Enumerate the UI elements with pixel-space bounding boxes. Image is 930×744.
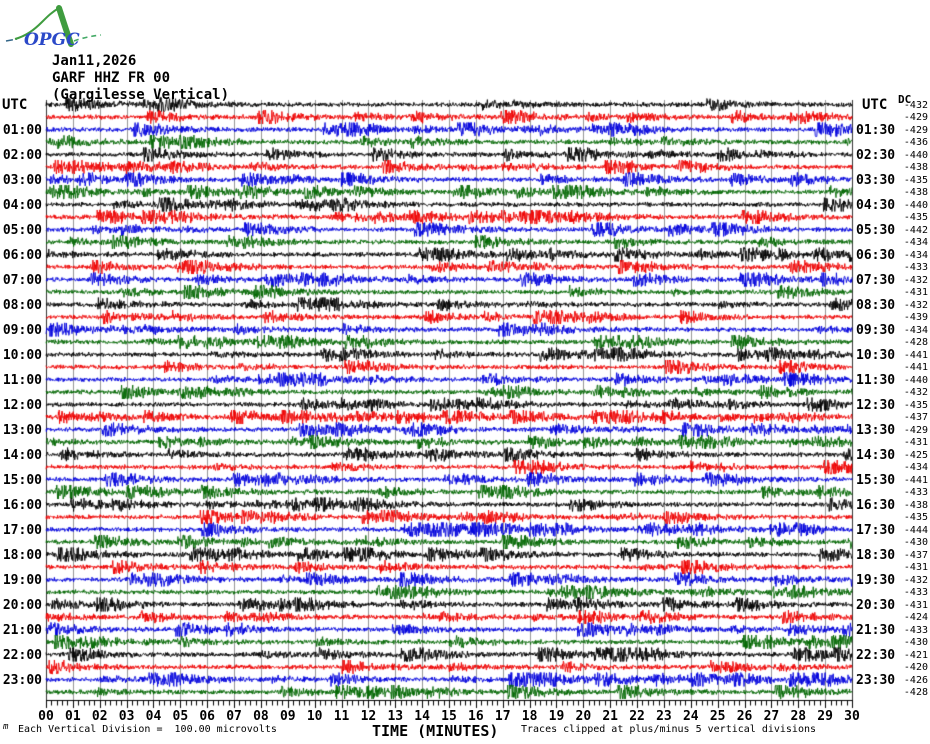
minute-label: 11 <box>333 709 350 724</box>
dc-value: -436 <box>903 137 928 148</box>
minute-label: 07 <box>226 709 242 724</box>
minute-label: 16 <box>468 709 484 724</box>
dc-value: -428 <box>903 687 928 698</box>
minute-label: 10 <box>306 709 323 724</box>
dc-value: -434 <box>903 462 928 473</box>
dc-value: -434 <box>903 237 928 248</box>
dc-value: -432 <box>903 387 928 398</box>
hour-label-left: 18:00 <box>2 547 42 563</box>
minute-label: 18 <box>521 709 538 724</box>
minute-label: 04 <box>145 709 162 724</box>
dc-value: -435 <box>903 399 928 411</box>
hour-label-left: 08:00 <box>2 297 42 313</box>
hour-label-right: 18:30 <box>856 547 896 563</box>
minute-label: 01 <box>65 709 81 724</box>
minute-label: 25 <box>709 709 726 724</box>
minute-label: 24 <box>682 709 699 724</box>
minute-label: 26 <box>736 709 753 724</box>
dc-value: -429 <box>903 124 928 136</box>
hour-label-right: 01:30 <box>856 122 896 138</box>
minute-label: 00 <box>38 709 54 724</box>
dc-value: -429 <box>903 112 928 123</box>
dc-value: -431 <box>903 437 928 448</box>
hour-label-left: 05:00 <box>2 222 42 238</box>
hour-label-left: 16:00 <box>2 497 42 513</box>
hour-label-right: 04:30 <box>856 197 896 213</box>
hour-label-left: 19:00 <box>2 572 42 588</box>
dc-value: -432 <box>903 299 928 311</box>
hour-label-left: 09:00 <box>2 322 42 338</box>
dc-value: -439 <box>903 312 928 323</box>
time-axis-title: TIME (MINUTES) <box>372 722 499 740</box>
dc-value: -434 <box>903 249 928 261</box>
hour-label-left: 03:00 <box>2 172 42 188</box>
hour-label-left: 17:00 <box>2 522 42 538</box>
utc-left-header: UTC <box>2 97 28 113</box>
minute-label: 02 <box>91 709 108 724</box>
minute-label: 15 <box>441 709 457 724</box>
dc-value: -431 <box>903 287 928 298</box>
dc-value: -442 <box>903 224 928 236</box>
dc-value: -435 <box>903 212 928 223</box>
minute-label: 17 <box>494 709 511 724</box>
dc-value: -435 <box>903 174 928 186</box>
dc-value: -437 <box>903 412 928 423</box>
hour-label-right: 12:30 <box>856 397 896 413</box>
utc-right-header: UTC <box>862 97 888 113</box>
hour-label-left: 11:00 <box>2 372 42 388</box>
clip-note: Traces clipped at plus/minus 5 vertical divisions <box>521 724 817 735</box>
dc-value: -433 <box>903 624 928 636</box>
hour-label-right: 02:30 <box>856 147 896 163</box>
dc-value: -438 <box>903 162 928 173</box>
dc-value: -432 <box>903 574 928 586</box>
logo-text: OPGC <box>24 30 80 50</box>
minute-label: 22 <box>629 709 645 724</box>
hour-label-left: 01:00 <box>2 122 42 138</box>
dc-value: -440 <box>903 374 928 386</box>
dc-value: -431 <box>903 599 928 611</box>
dc-value: -441 <box>903 349 928 361</box>
hour-label-right: 08:30 <box>856 297 896 313</box>
station-title: GARF HHZ FR 00 <box>52 70 171 86</box>
dc-value: -440 <box>903 149 928 161</box>
hour-label-right: 20:30 <box>856 597 896 613</box>
minute-label: 27 <box>763 709 780 724</box>
hour-label-right: 03:30 <box>856 172 896 188</box>
dc-value: -440 <box>903 199 928 211</box>
dc-value: -426 <box>903 674 928 686</box>
minute-label: 09 <box>279 709 296 724</box>
hour-label-left: 20:00 <box>2 597 42 613</box>
dc-value: -432 <box>903 99 928 111</box>
minute-label: 12 <box>360 709 377 724</box>
dc-value: -438 <box>903 499 928 511</box>
dc-value: -428 <box>903 337 928 348</box>
hour-label-right: 06:30 <box>856 247 896 263</box>
hour-label-right: 11:30 <box>856 372 896 388</box>
hour-label-right: 07:30 <box>856 272 896 288</box>
hour-label-left: 04:00 <box>2 197 42 213</box>
location-title: (Gargilesse Vertical) <box>52 87 230 103</box>
minute-label: 28 <box>790 709 807 724</box>
title-block <box>52 53 229 104</box>
dc-value: -435 <box>903 512 928 523</box>
hour-label-left: 02:00 <box>2 147 42 163</box>
dc-value: -421 <box>903 649 928 661</box>
dc-value: -431 <box>903 562 928 573</box>
dc-value: -425 <box>903 449 928 461</box>
hour-label-left: 21:00 <box>2 622 42 638</box>
hour-label-left: 13:00 <box>2 422 42 438</box>
dc-value: -433 <box>903 587 928 598</box>
minute-label: 05 <box>172 709 189 724</box>
hour-label-right: 09:30 <box>856 322 896 338</box>
hour-label-right: 13:30 <box>856 422 896 438</box>
hour-label-left: 12:00 <box>2 397 42 413</box>
hour-label-left: 15:00 <box>2 472 42 488</box>
dc-value: -434 <box>903 324 928 336</box>
minute-label: 06 <box>199 709 216 724</box>
minute-label: 23 <box>656 709 672 724</box>
minute-label: 20 <box>575 709 592 724</box>
dc-value: -430 <box>903 637 928 648</box>
hour-label-right: 19:30 <box>856 572 896 588</box>
dc-value: -433 <box>903 262 928 273</box>
dc-value: -441 <box>903 474 928 486</box>
dc-value: -420 <box>903 662 928 673</box>
hour-label-right: 22:30 <box>856 647 896 663</box>
hour-label-right: 14:30 <box>856 447 896 463</box>
dc-value: -430 <box>903 537 928 548</box>
dc-header: DC <box>898 93 912 106</box>
hour-label-right: 15:30 <box>856 472 896 488</box>
hour-label-left: 22:00 <box>2 647 42 663</box>
hour-label-right: 10:30 <box>856 347 896 363</box>
date-title: Jan11,2026 <box>52 53 137 69</box>
dc-value: -424 <box>903 612 928 623</box>
hour-label-right: 23:30 <box>856 672 896 688</box>
dc-value: -429 <box>903 424 928 436</box>
dc-value: -441 <box>903 362 928 373</box>
dc-value: -432 <box>903 274 928 286</box>
minute-label: 08 <box>253 709 269 724</box>
dc-value: -437 <box>903 549 928 561</box>
vertical-division-note: Each Vertical Division = 100.00 microvolts <box>18 724 277 735</box>
minute-label: 19 <box>548 709 565 724</box>
minute-label: 03 <box>118 709 135 724</box>
dc-value: -438 <box>903 187 928 198</box>
minute-label: 30 <box>844 709 860 724</box>
dc-value: -433 <box>903 487 928 498</box>
minute-label: 21 <box>602 709 619 724</box>
hour-label-left: 07:00 <box>2 272 42 288</box>
hour-label-left: 14:00 <box>2 447 42 463</box>
hour-label-left: 06:00 <box>2 247 42 263</box>
hour-label-right: 16:30 <box>856 497 896 513</box>
hour-label-right: 21:30 <box>856 622 896 638</box>
dc-value: -444 <box>903 524 928 536</box>
hour-label-left: 10:00 <box>2 347 42 363</box>
minute-label: 14 <box>414 709 430 724</box>
hour-label-left: 23:00 <box>2 672 42 688</box>
hour-label-right: 17:30 <box>856 522 896 538</box>
minute-label: 29 <box>817 709 833 724</box>
corner-mark: m <box>3 722 9 732</box>
opgc-logo <box>4 2 104 50</box>
minute-label: 13 <box>387 709 404 724</box>
hour-label-right: 05:30 <box>856 222 896 238</box>
